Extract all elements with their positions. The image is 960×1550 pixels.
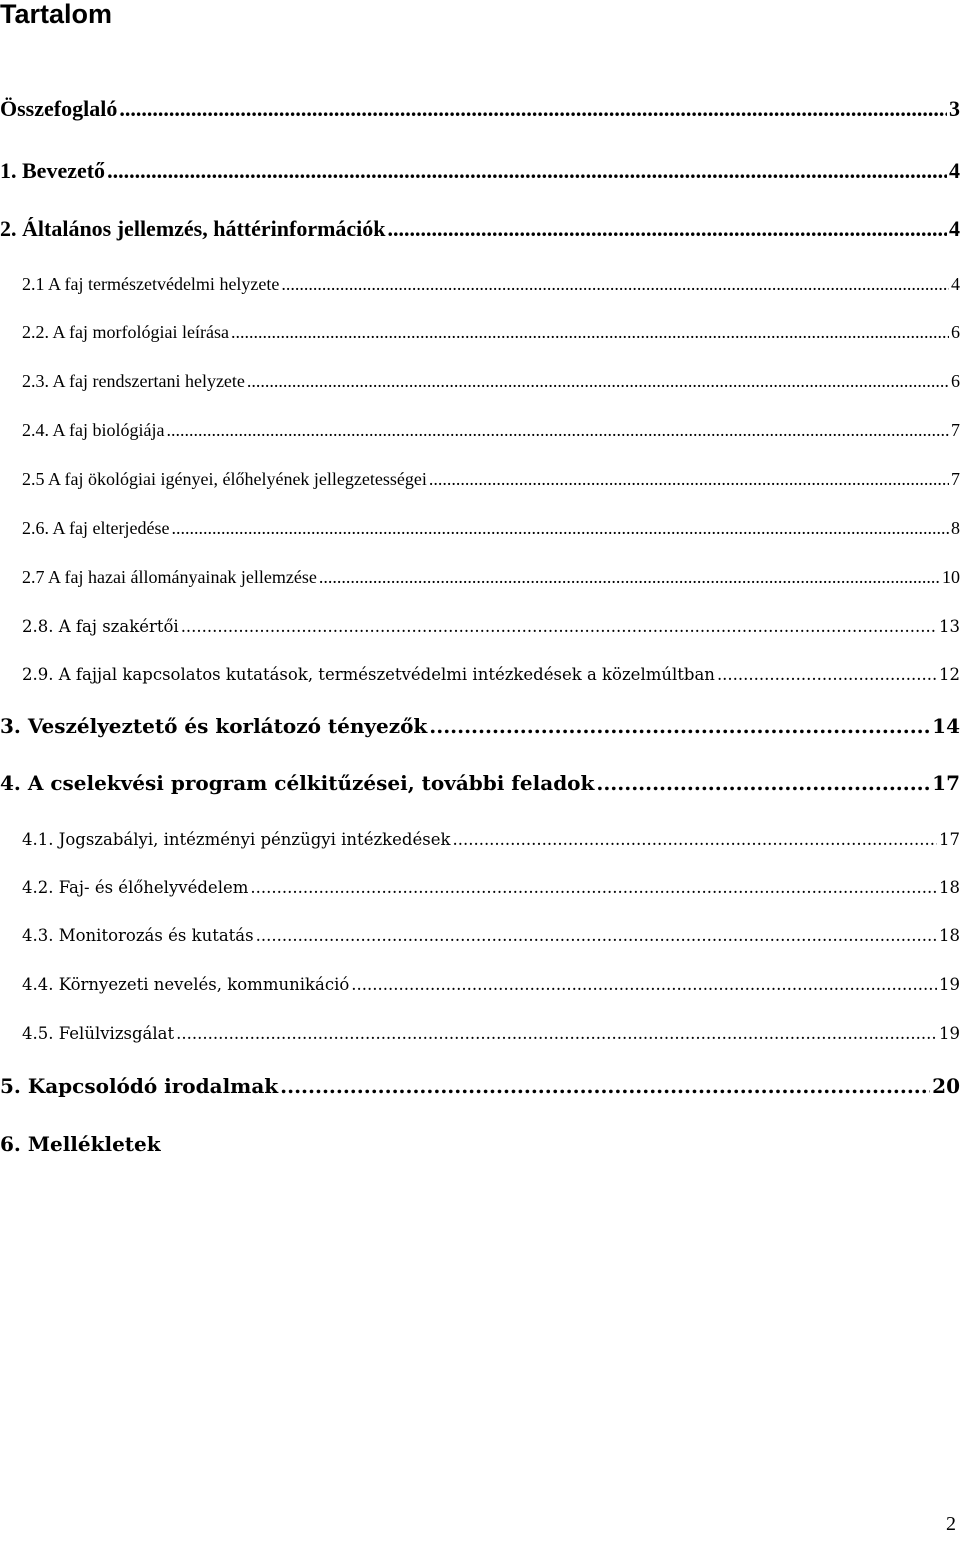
- toc-entry-summary[interactable]: [0, 96, 960, 122]
- toc-entry-label: 2.3. A faj rendszertani helyzete: [22, 371, 245, 391]
- toc-entry-2[interactable]: [0, 216, 960, 242]
- toc-entry-page: 18: [939, 926, 960, 945]
- toc-entry-label: 4.3. Monitorozás és kutatás: [22, 926, 254, 945]
- toc-entry-page: 4: [951, 274, 960, 294]
- toc-dot-leader: [281, 274, 949, 295]
- toc-entry-2-5[interactable]: [22, 469, 960, 490]
- toc-dot-leader: [280, 1074, 930, 1098]
- toc-entry-label: 2.5 A faj ökológiai igényei, élőhelyének jellegzetességei: [22, 469, 427, 489]
- toc-entry-4-3[interactable]: [22, 926, 960, 945]
- toc-entry-page: 4: [949, 158, 960, 183]
- toc-entry-2-7[interactable]: [22, 567, 960, 588]
- toc-entry-2-6[interactable]: [22, 518, 960, 539]
- toc-entry-4[interactable]: [0, 771, 960, 795]
- toc-entry-label: 2.8. A faj szakértői: [22, 617, 179, 636]
- toc-entry-2-9[interactable]: [22, 665, 960, 684]
- toc-entry-label: 3. Veszélyeztető és korlátozó tényezők: [0, 714, 428, 738]
- toc-entry-page: 18: [939, 878, 960, 897]
- toc-entry-page: 12: [939, 665, 960, 684]
- toc-entry-page: 17: [939, 830, 960, 849]
- toc-entry-label: 1. Bevezető: [0, 158, 106, 183]
- toc-entry-page: 20: [932, 1074, 960, 1098]
- toc-entry-2-8[interactable]: [22, 617, 960, 636]
- toc-entry-label: 2.4. A faj biológiája: [22, 420, 165, 440]
- toc-entry-label: 5. Kapcsolódó irodalmak: [0, 1074, 279, 1098]
- toc-entry-page: 10: [942, 567, 960, 587]
- toc-entry-page: 6: [951, 371, 960, 391]
- toc-dot-leader: [181, 617, 937, 636]
- toc-entry-1[interactable]: [0, 158, 960, 184]
- toc-entry-label: 4.1. Jogszabályi, intézményi pénzügyi intézkedések: [22, 830, 451, 849]
- page-number: 2: [946, 1513, 956, 1535]
- toc-entry-page: 7: [951, 469, 960, 489]
- toc-entry-6[interactable]: [0, 1132, 161, 1156]
- toc-entry-4-2[interactable]: [22, 878, 960, 897]
- toc-dot-leader: [176, 1024, 937, 1043]
- toc-entry-4-1[interactable]: [22, 830, 960, 849]
- toc-entry-4-4[interactable]: [22, 975, 960, 994]
- toc-entry-page: 13: [939, 617, 960, 636]
- toc-entry-label: Összefoglaló: [0, 96, 118, 121]
- toc-dot-leader: [429, 469, 949, 490]
- toc-entry-page: 8: [951, 518, 960, 538]
- toc-dot-leader: [452, 830, 937, 849]
- toc-entry-3[interactable]: [0, 714, 960, 738]
- toc-entry-2-3[interactable]: [22, 371, 960, 392]
- toc-dot-leader: [166, 420, 949, 441]
- toc-entry-label: 6. Mellékletek: [0, 1132, 161, 1156]
- toc-dot-leader: [119, 96, 947, 122]
- toc-entry-page: 3: [949, 96, 960, 121]
- toc-entry-label: 4.2. Faj- és élőhelyvédelem: [22, 878, 249, 897]
- toc-dot-leader: [429, 714, 930, 738]
- toc-entry-label: 2.9. A fajjal kapcsolatos kutatások, természetvédelmi intézkedések a közelmúltban: [22, 665, 715, 684]
- toc-entry-page: 7: [951, 420, 960, 440]
- toc-entry-label: 2.1 A faj természetvédelmi helyzete: [22, 274, 280, 294]
- toc-entry-label: 4.5. Felülvizsgálat: [22, 1024, 175, 1043]
- toc-dot-leader: [231, 322, 949, 343]
- toc-entry-4-5[interactable]: [22, 1024, 960, 1043]
- toc-entry-page: 4: [949, 216, 960, 241]
- toc-entry-page: 17: [932, 771, 960, 795]
- toc-entry-label: 4. A cselekvési program célkitűzései, további feladok: [0, 771, 595, 795]
- toc-entry-2-1[interactable]: [22, 274, 960, 295]
- toc-entry-label: 2.6. A faj elterjedése: [22, 518, 170, 538]
- toc-dot-leader: [717, 665, 937, 684]
- toc-entry-page: 19: [939, 975, 960, 994]
- toc-dot-leader: [171, 518, 949, 539]
- toc-dot-leader: [388, 216, 947, 242]
- toc-entry-page: 19: [939, 1024, 960, 1043]
- toc-dot-leader: [107, 158, 947, 184]
- toc-entry-2-4[interactable]: [22, 420, 960, 441]
- toc-entry-page: 6: [951, 322, 960, 342]
- toc-dot-leader: [247, 371, 949, 392]
- toc-entry-2-2[interactable]: [22, 322, 960, 343]
- toc-dot-leader: [256, 926, 937, 945]
- toc-entry-label: 4.4. Környezeti nevelés, kommunikáció: [22, 975, 350, 994]
- page-title: Tartalom: [0, 0, 113, 29]
- toc-entry-label: 2.2. A faj morfológiai leírása: [22, 322, 229, 342]
- toc-dot-leader: [319, 567, 940, 588]
- toc-dot-leader: [351, 975, 937, 994]
- toc-entry-page: 14: [932, 714, 960, 738]
- toc-entry-label: 2. Általános jellemzés, háttérinformációk: [0, 216, 386, 241]
- toc-entry-5[interactable]: [0, 1074, 960, 1098]
- toc-dot-leader: [250, 878, 937, 897]
- toc-entry-label: 2.7 A faj hazai állományainak jellemzése: [22, 567, 317, 587]
- toc-dot-leader: [596, 771, 930, 795]
